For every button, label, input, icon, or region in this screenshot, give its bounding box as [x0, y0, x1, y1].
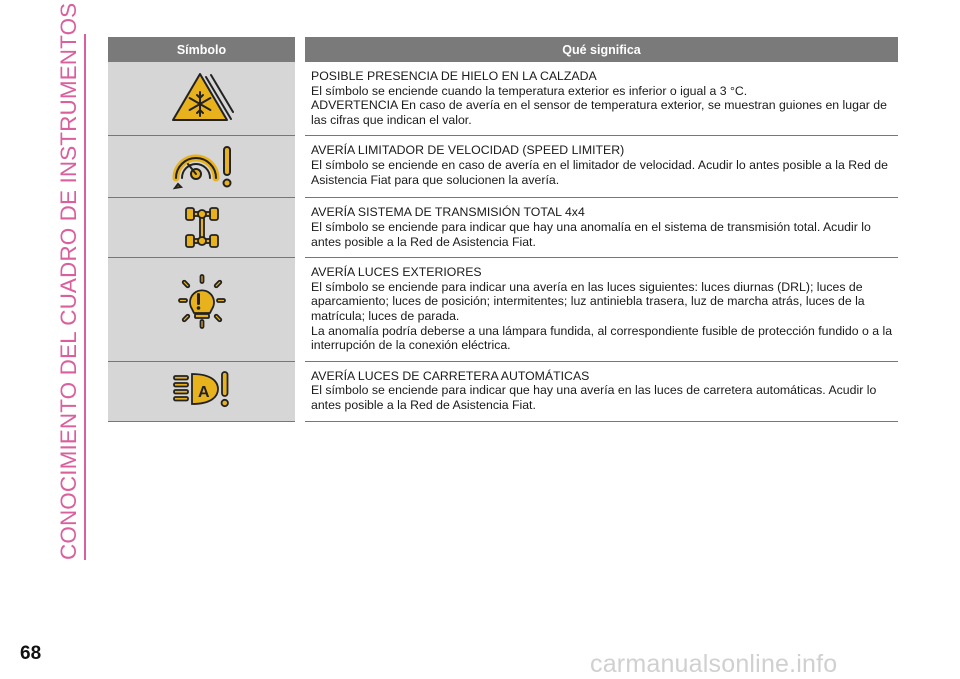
table-row	[108, 198, 898, 258]
symbol-description: El símbolo se enciende para indicar que hay una avería en las luces de carretera automáticas. Acudir lo antes posible a la Red de Asistencia Fiat.	[311, 383, 877, 412]
page-number: 68	[20, 643, 42, 664]
ice-warning-icon	[170, 71, 234, 123]
4x4-transmission-icon	[182, 204, 222, 252]
symbol-title: AVERÍA LUCES DE CARRETERA AUTOMÁTICAS	[311, 368, 590, 383]
meaning-cell	[300, 198, 898, 258]
symbol-description: El símbolo se enciende cuando la temperatura exterior es inferior o igual a 3 °C.	[311, 83, 748, 98]
header-symbol: Símbolo	[108, 37, 300, 62]
symbol-cell	[108, 361, 300, 421]
meaning-cell	[300, 62, 898, 136]
symbol-warning-note: ADVERTENCIA En caso de avería en el sensor de temperatura exterior, se muestran guiones en lugar de las cifras que indican el valor.	[311, 98, 887, 127]
header-meaning: Qué significa	[300, 37, 898, 62]
symbol-cell	[108, 136, 300, 198]
symbol-title: AVERÍA LIMITADOR DE VELOCIDAD (SPEED LIMITER)	[311, 143, 625, 158]
symbol-cell	[108, 258, 300, 362]
chapter-side-title: CONOCIMIENTO DEL CUADRO DE INSTRUMENTOS	[56, 2, 81, 560]
auto-high-beam-fault-icon	[172, 370, 232, 410]
meaning-cell	[300, 136, 898, 198]
table-row	[108, 258, 898, 362]
symbol-fault-cause: La anomalía podría deberse a una lámpara fundida, al correspondiente fusible de protección fundido o a la interrupción de la conexión eléctrica.	[311, 323, 893, 353]
meaning-cell	[300, 361, 898, 421]
chapter-side-rule	[84, 34, 86, 560]
symbol-cell	[108, 198, 300, 258]
table-row	[108, 62, 898, 136]
symbol-cell	[108, 62, 300, 136]
exterior-lights-fault-icon	[174, 273, 230, 329]
symbol-title: AVERÍA LUCES EXTERIORES	[311, 265, 482, 280]
table-row	[108, 136, 898, 198]
svg-text:A: A	[197, 383, 210, 401]
table-row	[108, 361, 898, 421]
table-header-row	[108, 37, 898, 62]
symbol-title: POSIBLE PRESENCIA DE HIELO EN LA CALZADA	[311, 69, 597, 83]
symbol-description: El símbolo se enciende para indicar una avería en las luces siguientes: luces diurnas (DRL); luces de aparcamiento; luces de posición; intermitentes; luz antiniebla trasera, luz de marcha atrás, luces de la matrícula; luces de parada.	[311, 279, 865, 323]
symbol-description: El símbolo se enciende para indicar que hay una anomalía en el sistema de transmisión total. Acudir lo antes posible a la Red de Asistencia Fiat.	[311, 219, 871, 249]
site-watermark: carmanualsonline.info	[590, 650, 838, 678]
symbol-description: El símbolo se enciende en caso de avería en el limitador de velocidad. Acudir lo antes posible a la Red de Asistencia Fiat para que solucionen la avería.	[311, 157, 888, 187]
speed-limiter-fault-icon	[169, 142, 235, 192]
warning-symbols-table	[108, 37, 898, 422]
symbol-title: AVERÍA SISTEMA DE TRANSMISIÓN TOTAL 4x4	[311, 205, 585, 220]
meaning-cell	[300, 258, 898, 362]
